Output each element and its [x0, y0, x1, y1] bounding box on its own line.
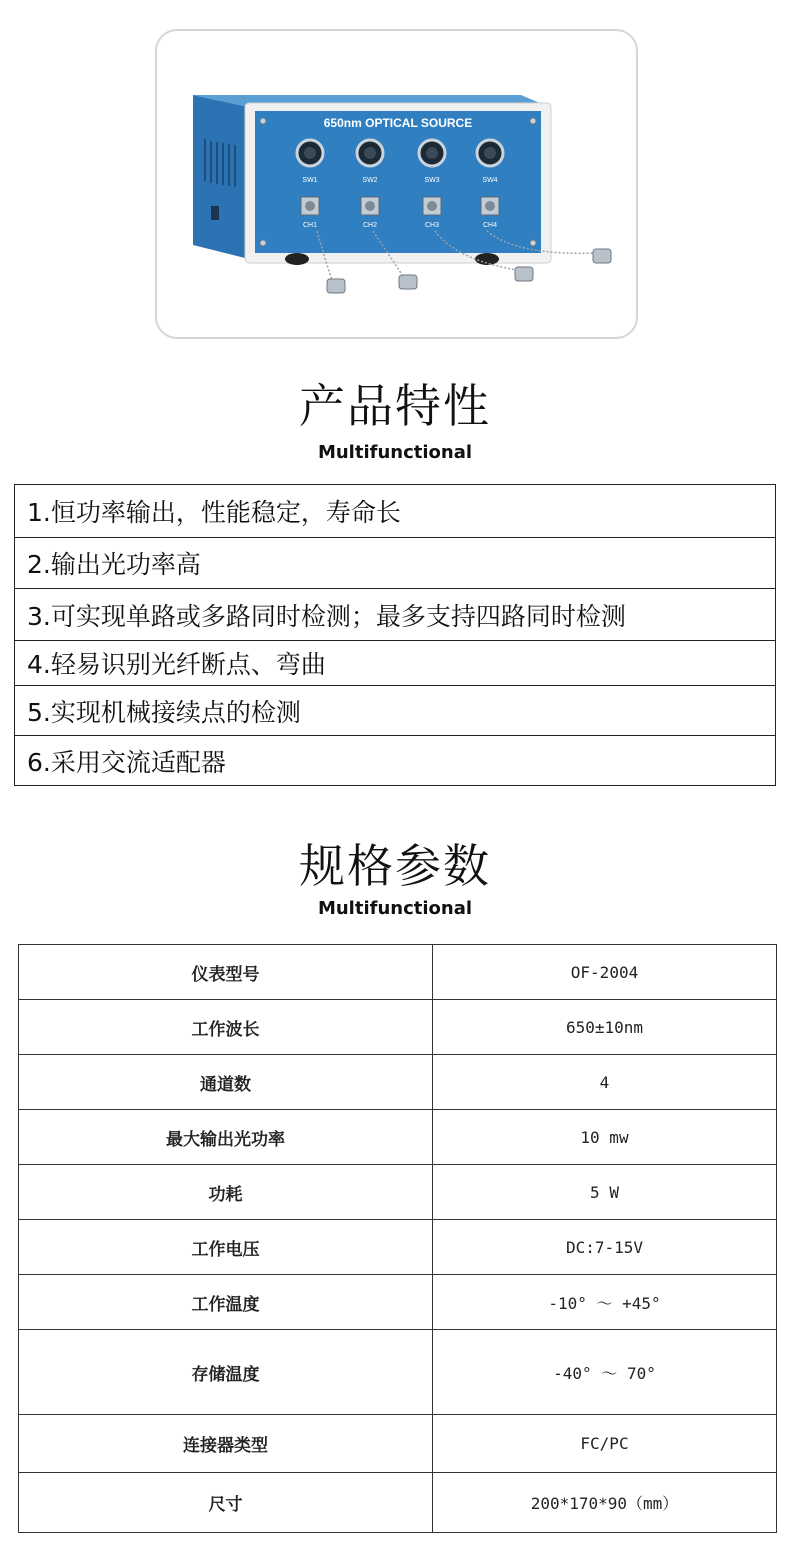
- table-row: [19, 1415, 777, 1473]
- channel-label: CH3: [424, 222, 440, 229]
- spec-value: 4: [433, 1055, 777, 1110]
- spec-key: 存储温度: [19, 1330, 433, 1415]
- table-row: [19, 1473, 777, 1533]
- panel-title: 650nm OPTICAL SOURCE: [323, 116, 473, 130]
- switch-label: SW4: [482, 177, 498, 184]
- spec-value: 5 W: [433, 1165, 777, 1220]
- spec-subtitle: Multifunctional: [317, 898, 473, 919]
- table-row: [19, 1055, 777, 1110]
- table-row: [19, 1275, 777, 1330]
- spec-value: FC/PC: [433, 1415, 777, 1473]
- spec-key: 通道数: [19, 1055, 433, 1110]
- fc-connector-icon: [423, 197, 441, 229]
- table-row: [19, 1165, 777, 1220]
- spec-value: -10° ～ +45°: [433, 1275, 777, 1330]
- features-title: 产品特性: [299, 379, 491, 433]
- table-row: [19, 945, 777, 1000]
- table-row: [19, 1000, 777, 1055]
- switch-label: SW1: [302, 177, 318, 184]
- feature-item: 4.轻易识别光纤断点、弯曲: [15, 641, 775, 686]
- features-subtitle: Multifunctional: [317, 442, 473, 463]
- spec-key: 最大输出光功率: [19, 1110, 433, 1165]
- feature-item: 6.采用交流适配器: [27, 747, 226, 777]
- spec-value: OF-2004: [433, 945, 777, 1000]
- optical-source-device-image: [157, 31, 638, 339]
- spec-key: 工作温度: [19, 1275, 433, 1330]
- spec-value: DC:7-15V: [433, 1220, 777, 1275]
- feature-item: 3.可实现单路或多路同时检测；最多支持四路同时检测: [15, 589, 775, 641]
- spec-value: -40° ～ 70°: [433, 1330, 777, 1415]
- spec-key: 功耗: [19, 1165, 433, 1220]
- spec-title: 规格参数: [299, 839, 491, 893]
- spec-value: 650±10nm: [433, 1000, 777, 1055]
- feature-item: 5.实现机械接续点的检测: [15, 686, 775, 736]
- spec-key: 工作波长: [19, 1000, 433, 1055]
- spec-value: 200*170*90（mm）: [433, 1473, 777, 1533]
- switch-label: SW3: [424, 177, 440, 184]
- spec-key: 连接器类型: [19, 1415, 433, 1473]
- channel-label: CH4: [482, 222, 498, 229]
- fc-connector-icon: [481, 197, 499, 229]
- fc-connector-icon: [361, 197, 379, 229]
- features-list: [14, 484, 776, 786]
- table-row: [19, 1220, 777, 1275]
- fc-connector-icon: [301, 197, 319, 229]
- product-photo-card: [155, 29, 638, 339]
- switch-label: SW2: [362, 177, 378, 184]
- spec-key: 工作电压: [19, 1220, 433, 1275]
- spec-table: [18, 944, 777, 1533]
- feature-item: 2.输出光功率高: [15, 538, 775, 589]
- channel-label: CH1: [302, 222, 318, 229]
- feature-item: 1.恒功率输出，性能稳定，寿命长: [15, 485, 775, 538]
- table-row: [19, 1110, 777, 1165]
- spec-key: 仪表型号: [19, 945, 433, 1000]
- spec-value: 10 mw: [433, 1110, 777, 1165]
- channel-label: CH2: [362, 222, 378, 229]
- table-row: [19, 1330, 777, 1415]
- spec-key: 尺寸: [19, 1473, 433, 1533]
